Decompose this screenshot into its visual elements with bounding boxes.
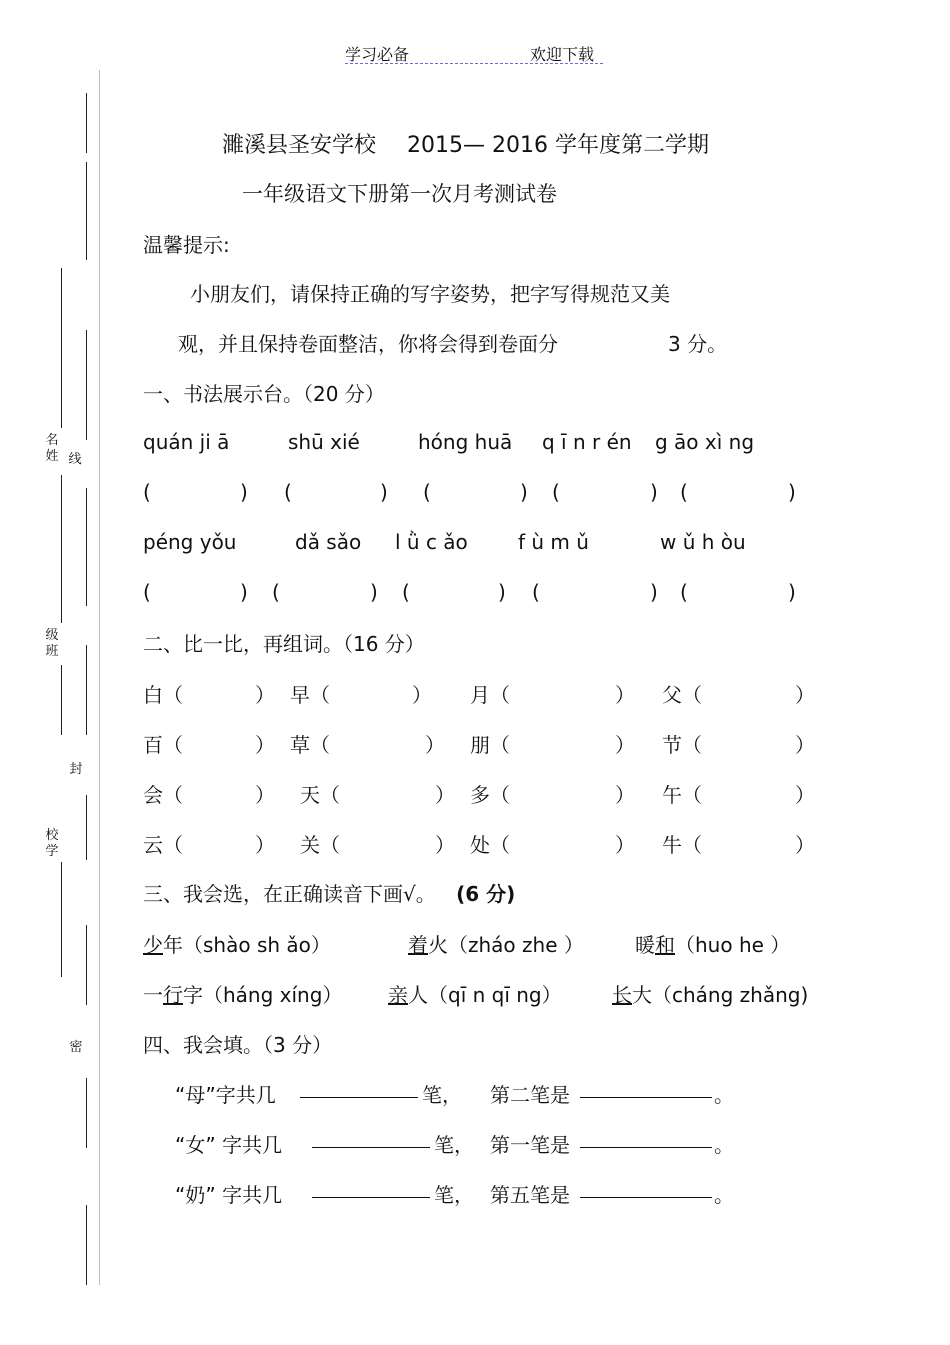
pinyin-item: shū xié: [288, 430, 360, 454]
paren-close: ): [650, 580, 658, 604]
pinyin-item: dǎ sǎo: [295, 530, 362, 554]
section3-title: [143, 878, 515, 907]
reading-item: [143, 929, 331, 958]
paren-close: ）: [795, 783, 815, 807]
binding-line: [61, 862, 62, 977]
reading-options: 大（cháng zhǎng): [632, 983, 809, 1007]
section2-title: 二、比一比，再组词。（16 分）: [143, 632, 425, 656]
paren-close: ）: [255, 733, 275, 757]
underlined-char: 长: [612, 983, 632, 1007]
word-row-1: [0, 679, 950, 705]
pinyin-row-2: [0, 530, 950, 556]
fill-row-2: [0, 1129, 950, 1155]
paren-close: ）: [412, 683, 432, 707]
paren-close: ）: [795, 733, 815, 757]
paren-close: ）: [435, 833, 455, 857]
paren-close: ）: [795, 833, 815, 857]
reading-options: 人（qī n qī ng）: [408, 983, 562, 1007]
fill-unit: 笔，: [434, 1183, 474, 1207]
header-underline: [345, 63, 603, 64]
reading-options: （huo he ）: [675, 933, 791, 957]
paren-open: (: [552, 480, 560, 504]
sidebar-mi: 密: [69, 1040, 83, 1055]
binding-line: [61, 268, 62, 428]
paren-open: (: [284, 480, 292, 504]
paren-close: ): [498, 580, 506, 604]
binding-line: [86, 93, 87, 153]
tips-line1: 小朋友们，请保持正确的写字姿势，把字写得规范又美: [190, 282, 670, 306]
title-year: 2015— 2016 学年度第二学期: [407, 133, 709, 158]
paren-close: ): [370, 580, 378, 604]
binding-line: [86, 330, 87, 440]
reading-item: [408, 929, 584, 958]
underlined-char: 着: [408, 933, 428, 957]
fill-question: “女” 字共几: [175, 1133, 283, 1157]
paren-close: ）: [615, 833, 635, 857]
paren-open: (: [423, 480, 431, 504]
reading-item: [143, 979, 342, 1008]
plain-char: 一: [143, 983, 163, 1007]
pinyin-item: quán ji ā: [143, 430, 230, 454]
fill-row-1: [0, 1079, 950, 1105]
word-row-3: [0, 779, 950, 805]
title-school: 濉溪县圣安学校: [222, 133, 377, 158]
section3-title-text: 三、我会选，在正确读音下画√。: [143, 882, 436, 906]
sidebar-class-label: 级 班: [45, 628, 59, 659]
paren-close: ): [788, 480, 796, 504]
tips-label: 温馨提示:: [143, 233, 230, 257]
sidebar-xian: 线: [68, 452, 82, 467]
fill-end: 。: [714, 1183, 734, 1207]
pinyin-item: w ǔ h òu: [660, 530, 746, 554]
paren-open: (: [680, 580, 688, 604]
paren-close: ): [788, 580, 796, 604]
paren-close: ）: [435, 783, 455, 807]
paren-open: (: [143, 580, 151, 604]
word-item: 草（: [290, 733, 330, 757]
paren-close: ）: [255, 683, 275, 707]
answer-row-1: [0, 480, 950, 506]
word-item: 月（: [470, 683, 510, 707]
underlined-char: 和: [655, 933, 675, 957]
reading-options: 火（zháo zhe ）: [428, 933, 584, 957]
fill-end: 。: [714, 1133, 734, 1157]
answer-blank[interactable]: [312, 1129, 430, 1148]
reading-item: [612, 979, 808, 1008]
reading-options: 字（háng xíng）: [183, 983, 343, 1007]
section4-title: 四、我会填。（3 分）: [143, 1033, 333, 1057]
word-item: 会（: [143, 783, 183, 807]
paren-open: (: [272, 580, 280, 604]
paren-close: ): [650, 480, 658, 504]
fill-second-question: 第五笔是: [490, 1183, 570, 1207]
word-item: 云（: [143, 833, 183, 857]
fill-question: “母”字共几: [175, 1083, 276, 1107]
binding-line: [86, 162, 87, 260]
underlined-char: 少: [143, 933, 163, 957]
underlined-char: 亲: [388, 983, 408, 1007]
answer-blank[interactable]: [312, 1179, 430, 1198]
answer-blank[interactable]: [580, 1079, 712, 1098]
paren-close: ): [240, 580, 248, 604]
reading-options: 年（shào sh ǎo）: [163, 933, 331, 957]
pinyin-item: q ī n r én: [542, 430, 632, 454]
word-item: 早（: [290, 683, 330, 707]
paren-close: ）: [255, 833, 275, 857]
underlined-char: 行: [163, 983, 183, 1007]
paren-close: ）: [425, 733, 445, 757]
word-item: 午（: [662, 783, 702, 807]
word-item: 百（: [143, 733, 183, 757]
paren-close: ）: [795, 683, 815, 707]
fill-row-3: [0, 1179, 950, 1205]
pinyin-item: g āo xì ng: [655, 430, 755, 454]
word-item: 节（: [662, 733, 702, 757]
paren-open: (: [143, 480, 151, 504]
plain-char: 暖: [635, 933, 655, 957]
paren-close: ）: [255, 783, 275, 807]
sidebar-school-label: 校 学: [45, 828, 59, 859]
answer-blank[interactable]: [580, 1179, 712, 1198]
fill-unit: 笔，: [434, 1133, 474, 1157]
word-item: 天（: [300, 783, 340, 807]
answer-row-2: [0, 580, 950, 606]
word-item: 多（: [470, 783, 510, 807]
word-item: 朋（: [470, 733, 510, 757]
paren-close: ): [380, 480, 388, 504]
pinyin-row-1: [0, 430, 950, 456]
paren-close: ): [240, 480, 248, 504]
fill-second-question: 第二笔是: [490, 1083, 570, 1107]
word-item: 关（: [300, 833, 340, 857]
pinyin-item: péng yǒu: [143, 530, 237, 554]
header-right: 欢迎下载: [530, 45, 595, 64]
pinyin-item: f ù m ǔ: [518, 530, 589, 554]
answer-blank[interactable]: [300, 1079, 418, 1098]
paren-close: ）: [615, 783, 635, 807]
paren-open: (: [532, 580, 540, 604]
word-row-4: [0, 829, 950, 855]
answer-blank[interactable]: [580, 1129, 712, 1148]
fill-second-question: 第一笔是: [490, 1133, 570, 1157]
tips-line2: 观，并且保持卷面整洁，你将会得到卷面分: [178, 332, 558, 356]
word-item: 白（: [143, 683, 183, 707]
pinyin-item: l ǜ c ǎo: [395, 530, 468, 554]
reading-item: [635, 929, 790, 958]
paren-close: ）: [615, 683, 635, 707]
word-item: 父（: [662, 683, 702, 707]
paren-close: ）: [615, 733, 635, 757]
paren-close: ): [520, 480, 528, 504]
sidebar-feng: 封: [69, 762, 83, 777]
fill-unit: 笔，: [422, 1083, 462, 1107]
reading-item: [388, 979, 562, 1008]
sidebar-name-label: 名 姓: [45, 433, 59, 464]
tips-score: 3 分。: [668, 332, 728, 356]
header-left: 学习必备: [345, 45, 410, 64]
word-item: 牛（: [662, 833, 702, 857]
word-row-2: [0, 729, 950, 755]
word-item: 处（: [470, 833, 510, 857]
title-exam: 一年级语文下册第一次月考测试卷: [242, 182, 557, 206]
pinyin-item: hóng huā: [418, 430, 513, 454]
paren-open: (: [402, 580, 410, 604]
paren-open: (: [680, 480, 688, 504]
fill-end: 。: [714, 1083, 734, 1107]
section3-points: (6 分): [456, 882, 516, 906]
reading-row-2: [0, 979, 950, 1005]
section1-title: 一、书法展示台。（20 分）: [143, 382, 385, 406]
fill-question: “奶” 字共几: [175, 1183, 283, 1207]
binding-line: [86, 1205, 87, 1285]
reading-row-1: [0, 929, 950, 955]
